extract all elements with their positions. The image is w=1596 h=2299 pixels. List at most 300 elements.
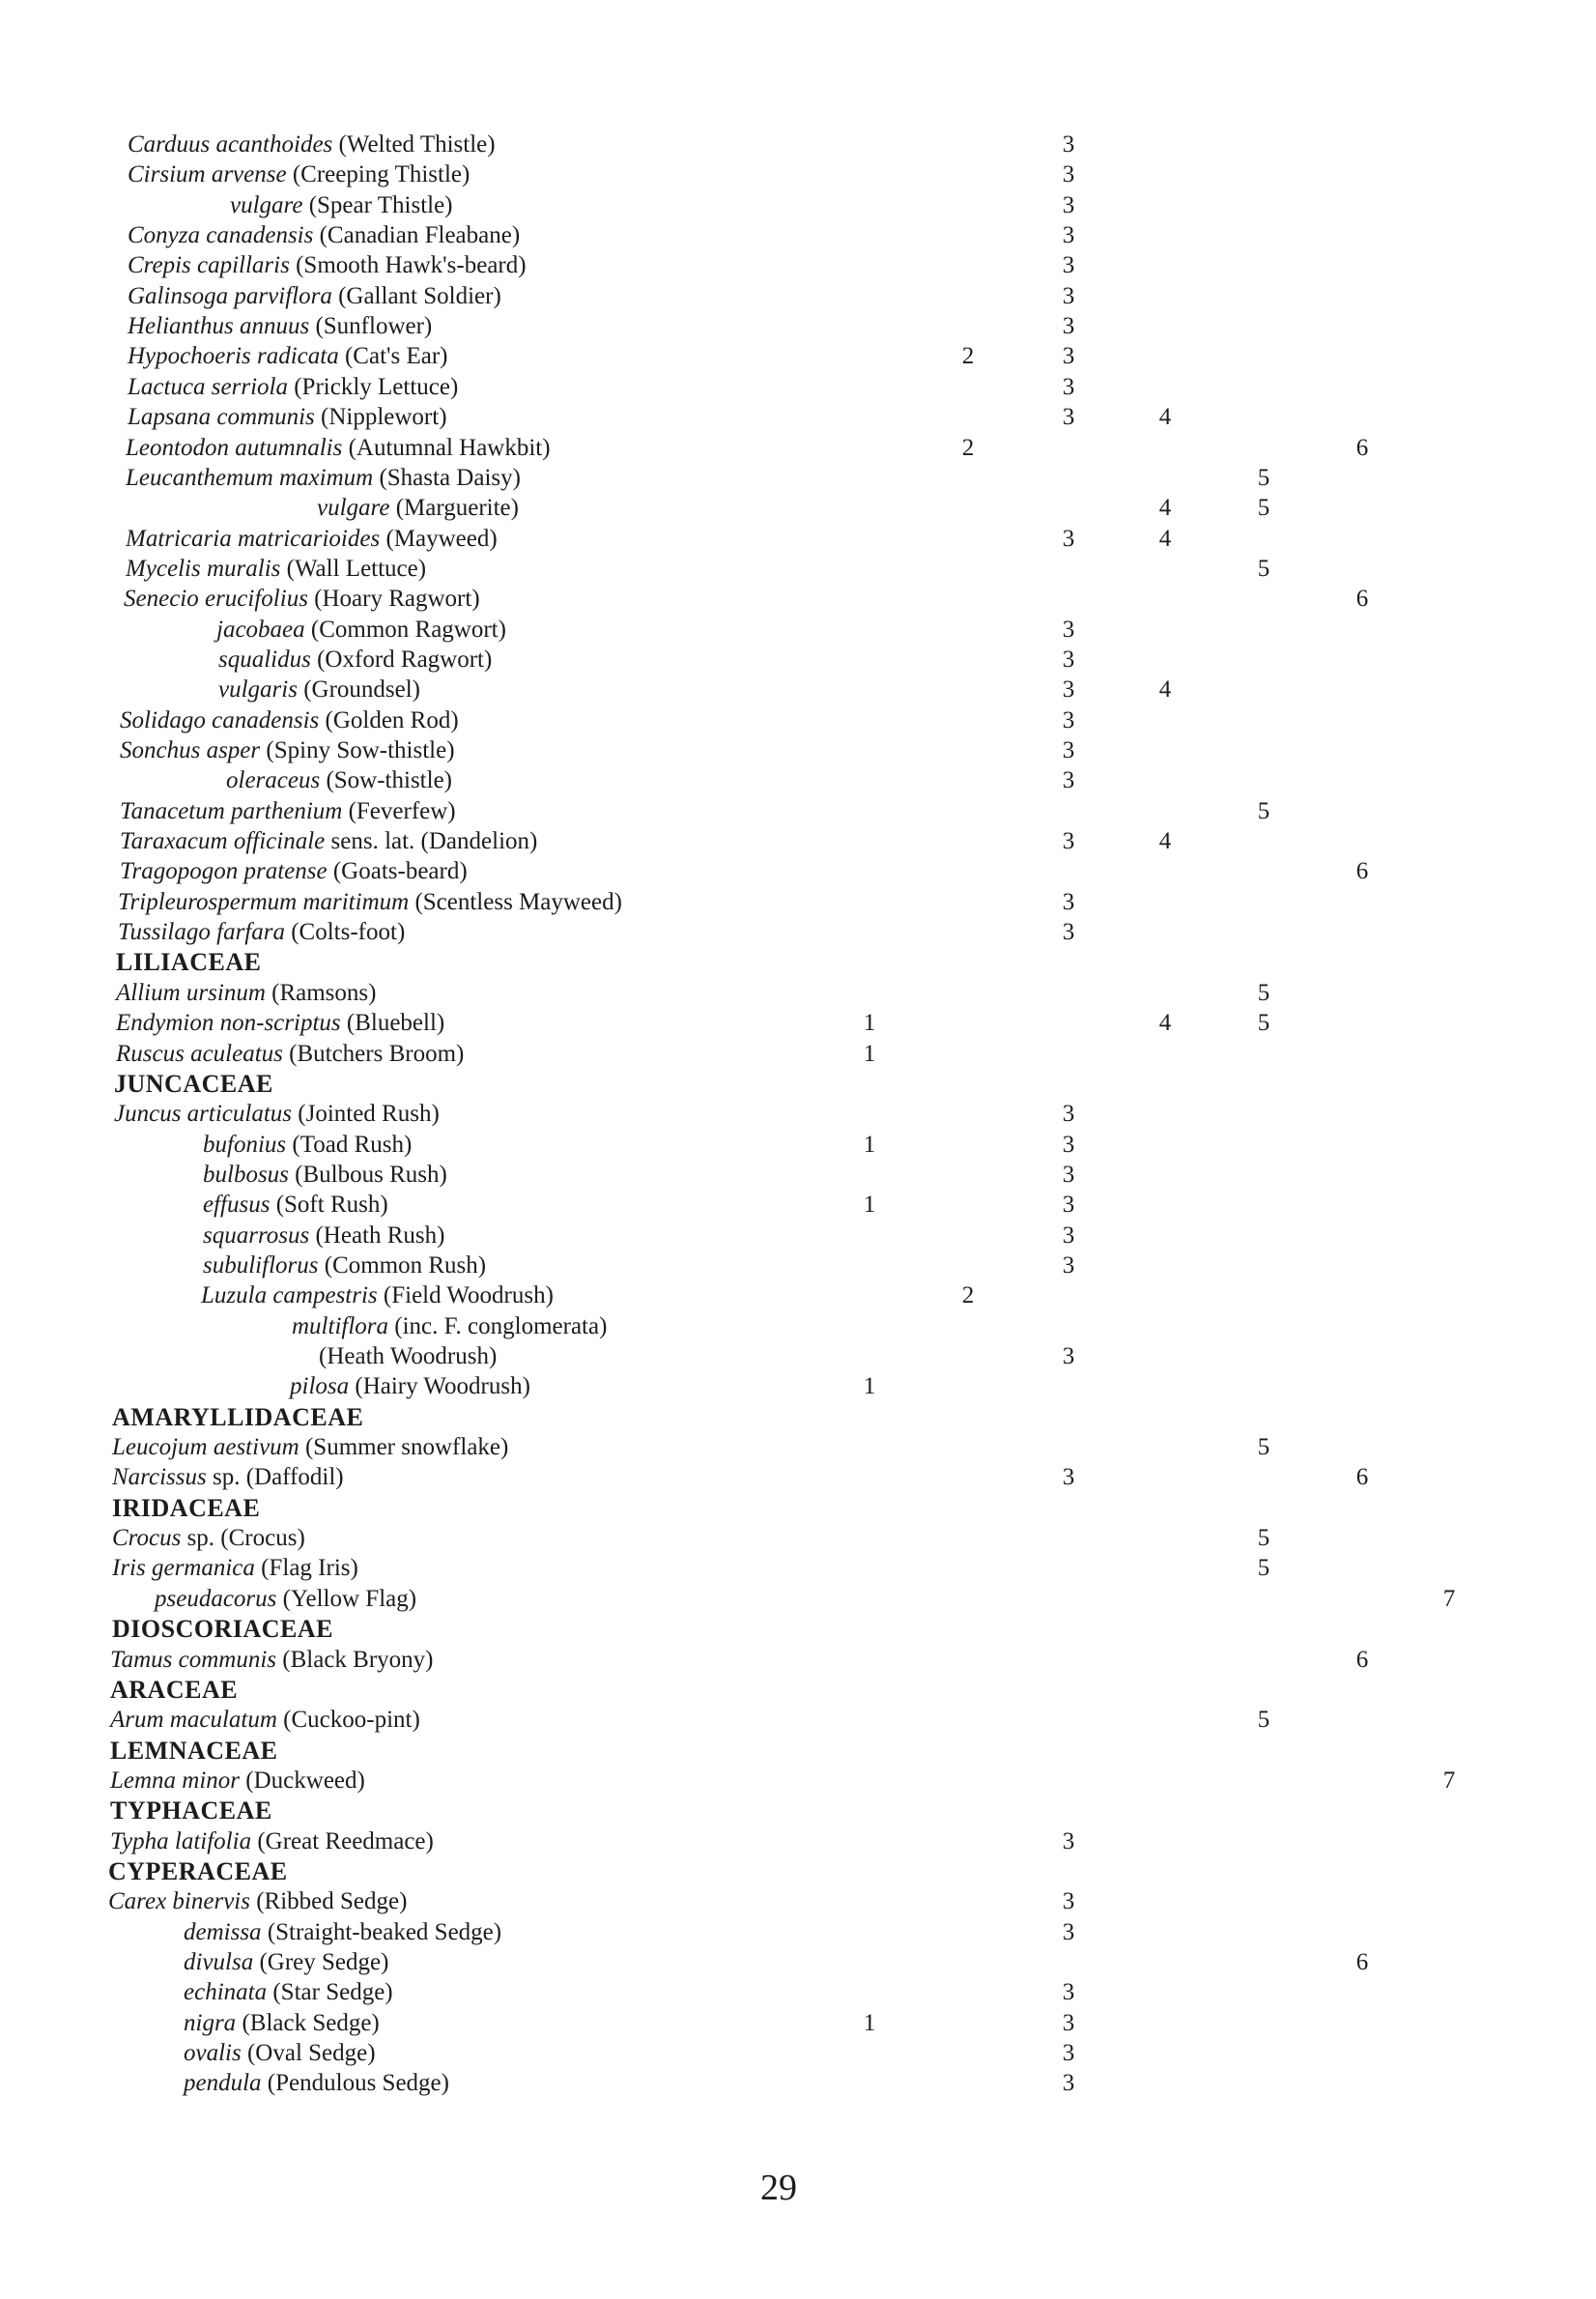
habitat-code-c4: 4: [1158, 676, 1172, 704]
habitat-code-c5: 5: [1257, 464, 1270, 491]
habitat-code-c3: 3: [1062, 1192, 1075, 1219]
common-name: (Canadian Fleabane): [313, 222, 521, 249]
species-name: [128, 159, 470, 189]
species-row: [0, 1160, 1596, 1190]
species-row: [0, 1311, 1596, 1341]
scientific-name: bufonius: [203, 1131, 287, 1158]
common-name: (Shasta Daisy): [373, 464, 521, 491]
family-label: AMARYLLIDACEAE: [112, 1402, 364, 1431]
species-row: [0, 1130, 1596, 1160]
species-name: [110, 1645, 434, 1675]
scientific-name: vulgare: [317, 495, 390, 522]
scientific-name: Narcissus: [112, 1464, 207, 1491]
species-name: [116, 1039, 464, 1069]
scientific-name: Tamus communis: [110, 1646, 277, 1673]
species-row: [0, 1008, 1596, 1038]
common-name: sp. (Crocus): [181, 1525, 305, 1552]
habitat-code-c3: 3: [1062, 1827, 1075, 1854]
scientific-name: Crocus: [112, 1525, 182, 1552]
common-name: (Field Woodrush): [377, 1282, 554, 1309]
habitat-code-c3: 3: [1062, 737, 1075, 763]
habitat-code-c5: 5: [1257, 1010, 1270, 1037]
species-row: [0, 917, 1596, 947]
family-label: ARACEAE: [110, 1675, 239, 1704]
common-name: (Butchers Broom): [282, 1040, 465, 1067]
common-name: (Spiny Sow-thistle): [260, 737, 455, 763]
scientific-name: Tripleurospermum maritimum: [118, 888, 410, 915]
species-row: [0, 463, 1596, 493]
species-row: [0, 1886, 1596, 1916]
common-name: (Heath Rush): [309, 1221, 445, 1249]
common-name: (Groundsel): [297, 676, 421, 704]
scientific-name: jacobaea: [216, 616, 305, 643]
common-name: (Gallant Soldier): [331, 282, 501, 309]
habitat-code-c3: 3: [1062, 1464, 1075, 1491]
family-label: DIOSCORIACEAE: [112, 1615, 333, 1644]
species-name: [112, 1523, 305, 1553]
common-name: (Bulbous Rush): [288, 1161, 447, 1188]
species-name: [290, 1371, 530, 1401]
species-name: [216, 615, 506, 645]
common-name: (Feverfew): [342, 797, 456, 824]
species-row: [0, 190, 1596, 220]
species-row: [0, 1523, 1596, 1553]
species-row: [0, 281, 1596, 311]
habitat-code-c3: 3: [1062, 2040, 1075, 2067]
family-heading: [0, 1856, 1596, 1886]
family-heading: [0, 1402, 1596, 1432]
family-name: [110, 1675, 238, 1705]
common-name: (Prickly Lettuce): [287, 373, 459, 400]
common-name: (Star Sedge): [267, 1979, 393, 2006]
family-heading: [0, 1069, 1596, 1099]
scientific-name: Allium ursinum: [116, 979, 266, 1006]
family-label: IRIDACEAE: [112, 1493, 261, 1522]
common-name: (Sunflower): [309, 313, 433, 340]
scientific-name: Luzula campestris: [201, 1282, 378, 1309]
species-name: [218, 675, 420, 704]
habitat-code-c3: 3: [1062, 131, 1075, 158]
species-row: [0, 2038, 1596, 2068]
common-name: (Pendulous Sedge): [261, 2070, 449, 2097]
species-row: [0, 1947, 1596, 1977]
habitat-code-c5: 5: [1257, 797, 1270, 824]
species-name: [110, 1766, 365, 1796]
habitat-code-c3: 3: [1062, 222, 1075, 249]
habitat-code-c4: 4: [1158, 1010, 1172, 1037]
species-name: [128, 341, 448, 371]
species-row: [0, 584, 1596, 614]
scientific-name: Leontodon autumnalis: [126, 434, 343, 461]
common-name: (Welted Thistle): [332, 131, 496, 158]
common-name: (Nipplewort): [314, 404, 447, 431]
common-name: sp. (Daffodil): [206, 1464, 344, 1491]
common-name: (Spear Thistle): [302, 191, 453, 218]
species-row: [0, 129, 1596, 159]
habitat-code-c5: 5: [1257, 1525, 1270, 1552]
scientific-name: squalidus: [218, 646, 311, 673]
habitat-code-c3: 3: [1062, 919, 1075, 946]
scientific-name: Typha latifolia: [110, 1827, 252, 1854]
species-row: [0, 615, 1596, 645]
habitat-code-c1: 1: [863, 2009, 876, 2036]
species-row: [0, 1039, 1596, 1069]
species-row: [0, 1826, 1596, 1856]
scientific-name: Solidago canadensis: [120, 706, 320, 733]
species-row: [0, 372, 1596, 402]
species-row: [0, 1280, 1596, 1310]
scientific-name: echinata: [184, 1979, 268, 2006]
habitat-code-c6: 6: [1355, 1646, 1369, 1673]
species-name: [112, 1432, 508, 1462]
species-row: [0, 1645, 1596, 1675]
species-row: [0, 1190, 1596, 1220]
habitat-code-c3: 3: [1062, 676, 1075, 704]
common-name: (Flag Iris): [254, 1555, 358, 1582]
common-name: (Great Reedmace): [251, 1827, 434, 1854]
habitat-code-c3: 3: [1062, 161, 1075, 188]
scientific-name: Carex binervis: [108, 1888, 250, 1915]
scientific-name: Lapsana communis: [128, 404, 315, 431]
common-name: (Bluebell): [340, 1010, 445, 1037]
family-label: LILIACEAE: [116, 948, 262, 977]
habitat-code-c3: 3: [1062, 1918, 1075, 1945]
species-name: [319, 1341, 497, 1371]
habitat-code-c6: 6: [1355, 1464, 1369, 1491]
species-name: [155, 1584, 416, 1614]
habitat-code-c3: 3: [1062, 1979, 1075, 2006]
habitat-code-c2: 2: [961, 1282, 975, 1309]
habitat-code-c4: 4: [1158, 525, 1172, 552]
common-name: (Hoary Ragwort): [307, 586, 480, 613]
scientific-name: vulgaris: [218, 676, 298, 704]
species-name: [203, 1190, 388, 1220]
habitat-code-c3: 3: [1062, 1343, 1075, 1369]
family-heading: [0, 1675, 1596, 1705]
species-name: [126, 433, 551, 463]
species-name: [230, 190, 453, 220]
common-name: (Cat's Ear): [338, 343, 448, 370]
scientific-name: Tussilago farfara: [118, 919, 285, 946]
species-row: [0, 887, 1596, 917]
species-row: [0, 1250, 1596, 1280]
species-name: [120, 705, 459, 735]
common-name: (Ribbed Sedge): [249, 1888, 408, 1915]
habitat-code-c5: 5: [1257, 555, 1270, 582]
habitat-code-c7: 7: [1442, 1767, 1456, 1794]
habitat-code-c3: 3: [1062, 616, 1075, 643]
species-name: [203, 1250, 486, 1280]
species-row: [0, 554, 1596, 584]
species-row: [0, 250, 1596, 280]
habitat-code-c3: 3: [1062, 1101, 1075, 1128]
habitat-code-c6: 6: [1355, 586, 1369, 613]
common-name: (Ramsons): [265, 979, 377, 1006]
species-name: [226, 765, 452, 795]
scientific-name: Senecio erucifolius: [124, 586, 308, 613]
species-name: [128, 402, 447, 432]
species-name: [110, 1705, 420, 1735]
habitat-code-c6: 6: [1355, 858, 1369, 885]
habitat-code-c3: 3: [1062, 313, 1075, 340]
common-name: sens. lat. (Dandelion): [325, 828, 538, 855]
common-name: (Black Bryony): [276, 1646, 434, 1673]
family-heading: [0, 1796, 1596, 1825]
habitat-code-c3: 3: [1062, 404, 1075, 431]
species-row: [0, 311, 1596, 341]
habitat-code-c3: 3: [1062, 1888, 1075, 1915]
scientific-name: pendula: [184, 2070, 262, 2097]
family-name: [108, 1856, 288, 1886]
scientific-name: pilosa: [290, 1373, 350, 1400]
scientific-name: Juncus articulatus: [114, 1101, 293, 1128]
habitat-code-c3: 3: [1062, 2009, 1075, 2036]
species-row: [0, 705, 1596, 735]
species-name: [317, 493, 519, 523]
common-name: (Black Sedge): [236, 2009, 380, 2036]
habitat-code-c3: 3: [1062, 1161, 1075, 1188]
species-row: [0, 1341, 1596, 1371]
scientific-name: Taraxacum officinale: [120, 828, 326, 855]
family-label: JUNCACEAE: [114, 1069, 273, 1098]
scientific-name: ovalis: [184, 2040, 242, 2067]
species-row: [0, 826, 1596, 856]
habitat-code-c1: 1: [863, 1373, 876, 1400]
common-name: (Marguerite): [389, 495, 519, 522]
species-row: [0, 1553, 1596, 1583]
habitat-code-c3: 3: [1062, 767, 1075, 794]
common-name: (Straight-beaked Sedge): [261, 1918, 502, 1945]
habitat-code-c2: 2: [961, 434, 975, 461]
habitat-code-c3: 3: [1062, 252, 1075, 279]
scientific-name: Carduus acanthoides: [128, 131, 333, 158]
common-name: (Soft Rush): [270, 1192, 388, 1219]
scientific-name: oleraceus: [226, 767, 321, 794]
species-row: [0, 341, 1596, 371]
species-row: [0, 856, 1596, 886]
habitat-code-c3: 3: [1062, 706, 1075, 733]
species-name: [116, 978, 376, 1008]
scientific-name: Leucojum aestivum: [112, 1434, 299, 1461]
family-label: CYPERACEAE: [108, 1856, 288, 1885]
page-number: 29: [760, 2168, 797, 2208]
common-name: (Smooth Hawk's-beard): [289, 252, 527, 279]
family-label: TYPHACEAE: [110, 1796, 272, 1825]
species-row: [0, 1371, 1596, 1401]
habitat-code-c3: 3: [1062, 373, 1075, 400]
common-name: (Common Ragwort): [304, 616, 506, 643]
species-name: [118, 887, 622, 917]
species-name: [128, 220, 520, 250]
species-name: [292, 1311, 607, 1341]
habitat-code-c3: 3: [1062, 2070, 1075, 2097]
habitat-code-c1: 1: [863, 1010, 876, 1037]
species-row: [0, 220, 1596, 250]
common-name: (Heath Woodrush): [319, 1343, 498, 1369]
habitat-code-c5: 5: [1257, 495, 1270, 522]
common-name: (Grey Sedge): [253, 1949, 389, 1975]
habitat-code-c1: 1: [863, 1131, 876, 1158]
species-name: [184, 1977, 393, 2007]
common-name: (Sow-thistle): [320, 767, 452, 794]
family-heading: [0, 1493, 1596, 1523]
species-row: [0, 1462, 1596, 1492]
species-row: [0, 1099, 1596, 1129]
scientific-name: Matricaria matricarioides: [126, 525, 381, 552]
species-name: [116, 1008, 444, 1038]
species-row: [0, 2068, 1596, 2098]
family-name: [110, 1736, 278, 1766]
species-name: [203, 1130, 412, 1160]
habitat-code-c3: 3: [1062, 1131, 1075, 1158]
species-name: [112, 1462, 344, 1492]
common-name: (Oval Sedge): [241, 2040, 376, 2067]
habitat-code-c6: 6: [1355, 1949, 1369, 1975]
species-name: [118, 917, 405, 947]
scientific-name: Helianthus annuus: [128, 313, 310, 340]
common-name: (Common Rush): [318, 1251, 487, 1279]
common-name: (Scentless Mayweed): [409, 888, 622, 915]
family-heading: [0, 1736, 1596, 1766]
species-name: [120, 735, 455, 765]
species-row: [0, 1766, 1596, 1796]
species-name: [184, 2038, 376, 2068]
species-name: [201, 1280, 554, 1310]
scientific-name: nigra: [184, 2009, 237, 2036]
habitat-code-c1: 1: [863, 1192, 876, 1219]
species-name: [128, 281, 501, 311]
scientific-name: Arum maculatum: [110, 1707, 277, 1734]
species-name: [120, 826, 537, 856]
common-name: (Autumnal Hawkbit): [342, 434, 551, 461]
scientific-name: Mycelis muralis: [126, 555, 281, 582]
common-name: (Cuckoo-pint): [276, 1707, 420, 1734]
species-row: [0, 1917, 1596, 1947]
scientific-name: Iris germanica: [112, 1555, 255, 1582]
scientific-name: Galinsoga parviflora: [128, 282, 332, 309]
habitat-code-c3: 3: [1062, 1221, 1075, 1249]
species-row: [0, 1584, 1596, 1614]
species-name: [184, 1917, 501, 1947]
common-name: (Hairy Woodrush): [349, 1373, 530, 1400]
habitat-code-c4: 4: [1158, 828, 1172, 855]
common-name: (Yellow Flag): [276, 1585, 417, 1612]
scientific-name: Lemna minor: [110, 1767, 241, 1794]
species-row: [0, 735, 1596, 765]
species-row: [0, 645, 1596, 675]
species-name: [128, 311, 432, 341]
family-name: [116, 947, 261, 977]
habitat-code-c4: 4: [1158, 495, 1172, 522]
family-label: LEMNACEAE: [110, 1736, 278, 1765]
habitat-code-c3: 3: [1062, 888, 1075, 915]
family-name: [110, 1796, 272, 1825]
species-name: [184, 1947, 388, 1977]
habitat-code-c1: 1: [863, 1040, 876, 1067]
habitat-code-c3: 3: [1062, 828, 1075, 855]
common-name: (Wall Lettuce): [280, 555, 427, 582]
habitat-code-c3: 3: [1062, 525, 1075, 552]
common-name: (Oxford Ragwort): [310, 646, 493, 673]
species-row: [0, 1432, 1596, 1462]
scientific-name: subuliflorus: [203, 1251, 319, 1279]
species-row: [0, 493, 1596, 523]
habitat-code-c7: 7: [1442, 1585, 1456, 1612]
scientific-name: Sonchus asper: [120, 737, 261, 763]
species-name: [112, 1553, 358, 1583]
common-name: (Goats-beard): [327, 858, 468, 885]
species-row: [0, 1221, 1596, 1250]
species-name: [126, 554, 426, 584]
species-name: [110, 1826, 434, 1856]
scientific-name: Lactuca serriola: [128, 373, 288, 400]
habitat-code-c5: 5: [1257, 1555, 1270, 1582]
common-name: (Golden Rod): [319, 706, 459, 733]
family-heading: [0, 947, 1596, 977]
scientific-name: multiflora: [292, 1312, 389, 1339]
species-name: [120, 856, 468, 886]
common-name: (Jointed Rush): [292, 1101, 440, 1128]
species-name: [108, 1886, 407, 1916]
species-name: [126, 463, 521, 493]
family-name: [114, 1069, 273, 1099]
species-name: [128, 250, 527, 280]
scientific-name: Crepis capillaris: [128, 252, 290, 279]
scientific-name: Cirsium arvense: [128, 161, 287, 188]
species-row: [0, 1977, 1596, 2007]
scientific-name: Tragopogon pratense: [120, 858, 328, 885]
scientific-name: squarrosus: [203, 1221, 310, 1249]
species-name: [184, 2068, 449, 2098]
habitat-code-c5: 5: [1257, 979, 1270, 1006]
habitat-code-c4: 4: [1158, 404, 1172, 431]
common-name: (inc. F. conglomerata): [388, 1312, 608, 1339]
common-name: (Creeping Thistle): [286, 161, 470, 188]
common-name: (Summer snowflake): [299, 1434, 509, 1461]
habitat-code-c6: 6: [1355, 434, 1369, 461]
habitat-code-c3: 3: [1062, 1251, 1075, 1279]
scientific-name: pseudacorus: [155, 1585, 277, 1612]
species-name: [120, 796, 456, 826]
species-row: [0, 524, 1596, 554]
species-row: [0, 1705, 1596, 1735]
habitat-code-c3: 3: [1062, 191, 1075, 218]
common-name: (Mayweed): [380, 525, 498, 552]
scientific-name: Leucanthemum maximum: [126, 464, 374, 491]
species-name: [114, 1099, 440, 1129]
scientific-name: demissa: [184, 1918, 262, 1945]
species-row: [0, 675, 1596, 704]
species-row: [0, 402, 1596, 432]
family-name: [112, 1493, 260, 1523]
species-name: [126, 524, 498, 554]
scientific-name: Hypochoeris radicata: [128, 343, 339, 370]
species-row: [0, 2008, 1596, 2038]
species-name: [203, 1160, 447, 1190]
common-name: (Toad Rush): [286, 1131, 413, 1158]
scientific-name: Tanacetum parthenium: [120, 797, 343, 824]
species-row: [0, 978, 1596, 1008]
habitat-code-c3: 3: [1062, 282, 1075, 309]
species-name: [128, 129, 496, 159]
scientific-name: Ruscus aculeatus: [116, 1040, 283, 1067]
family-name: [112, 1402, 363, 1432]
species-name: [124, 584, 480, 614]
scientific-name: effusus: [203, 1192, 271, 1219]
species-name: [218, 645, 492, 675]
common-name: (Duckweed): [240, 1767, 365, 1794]
species-row: [0, 765, 1596, 795]
